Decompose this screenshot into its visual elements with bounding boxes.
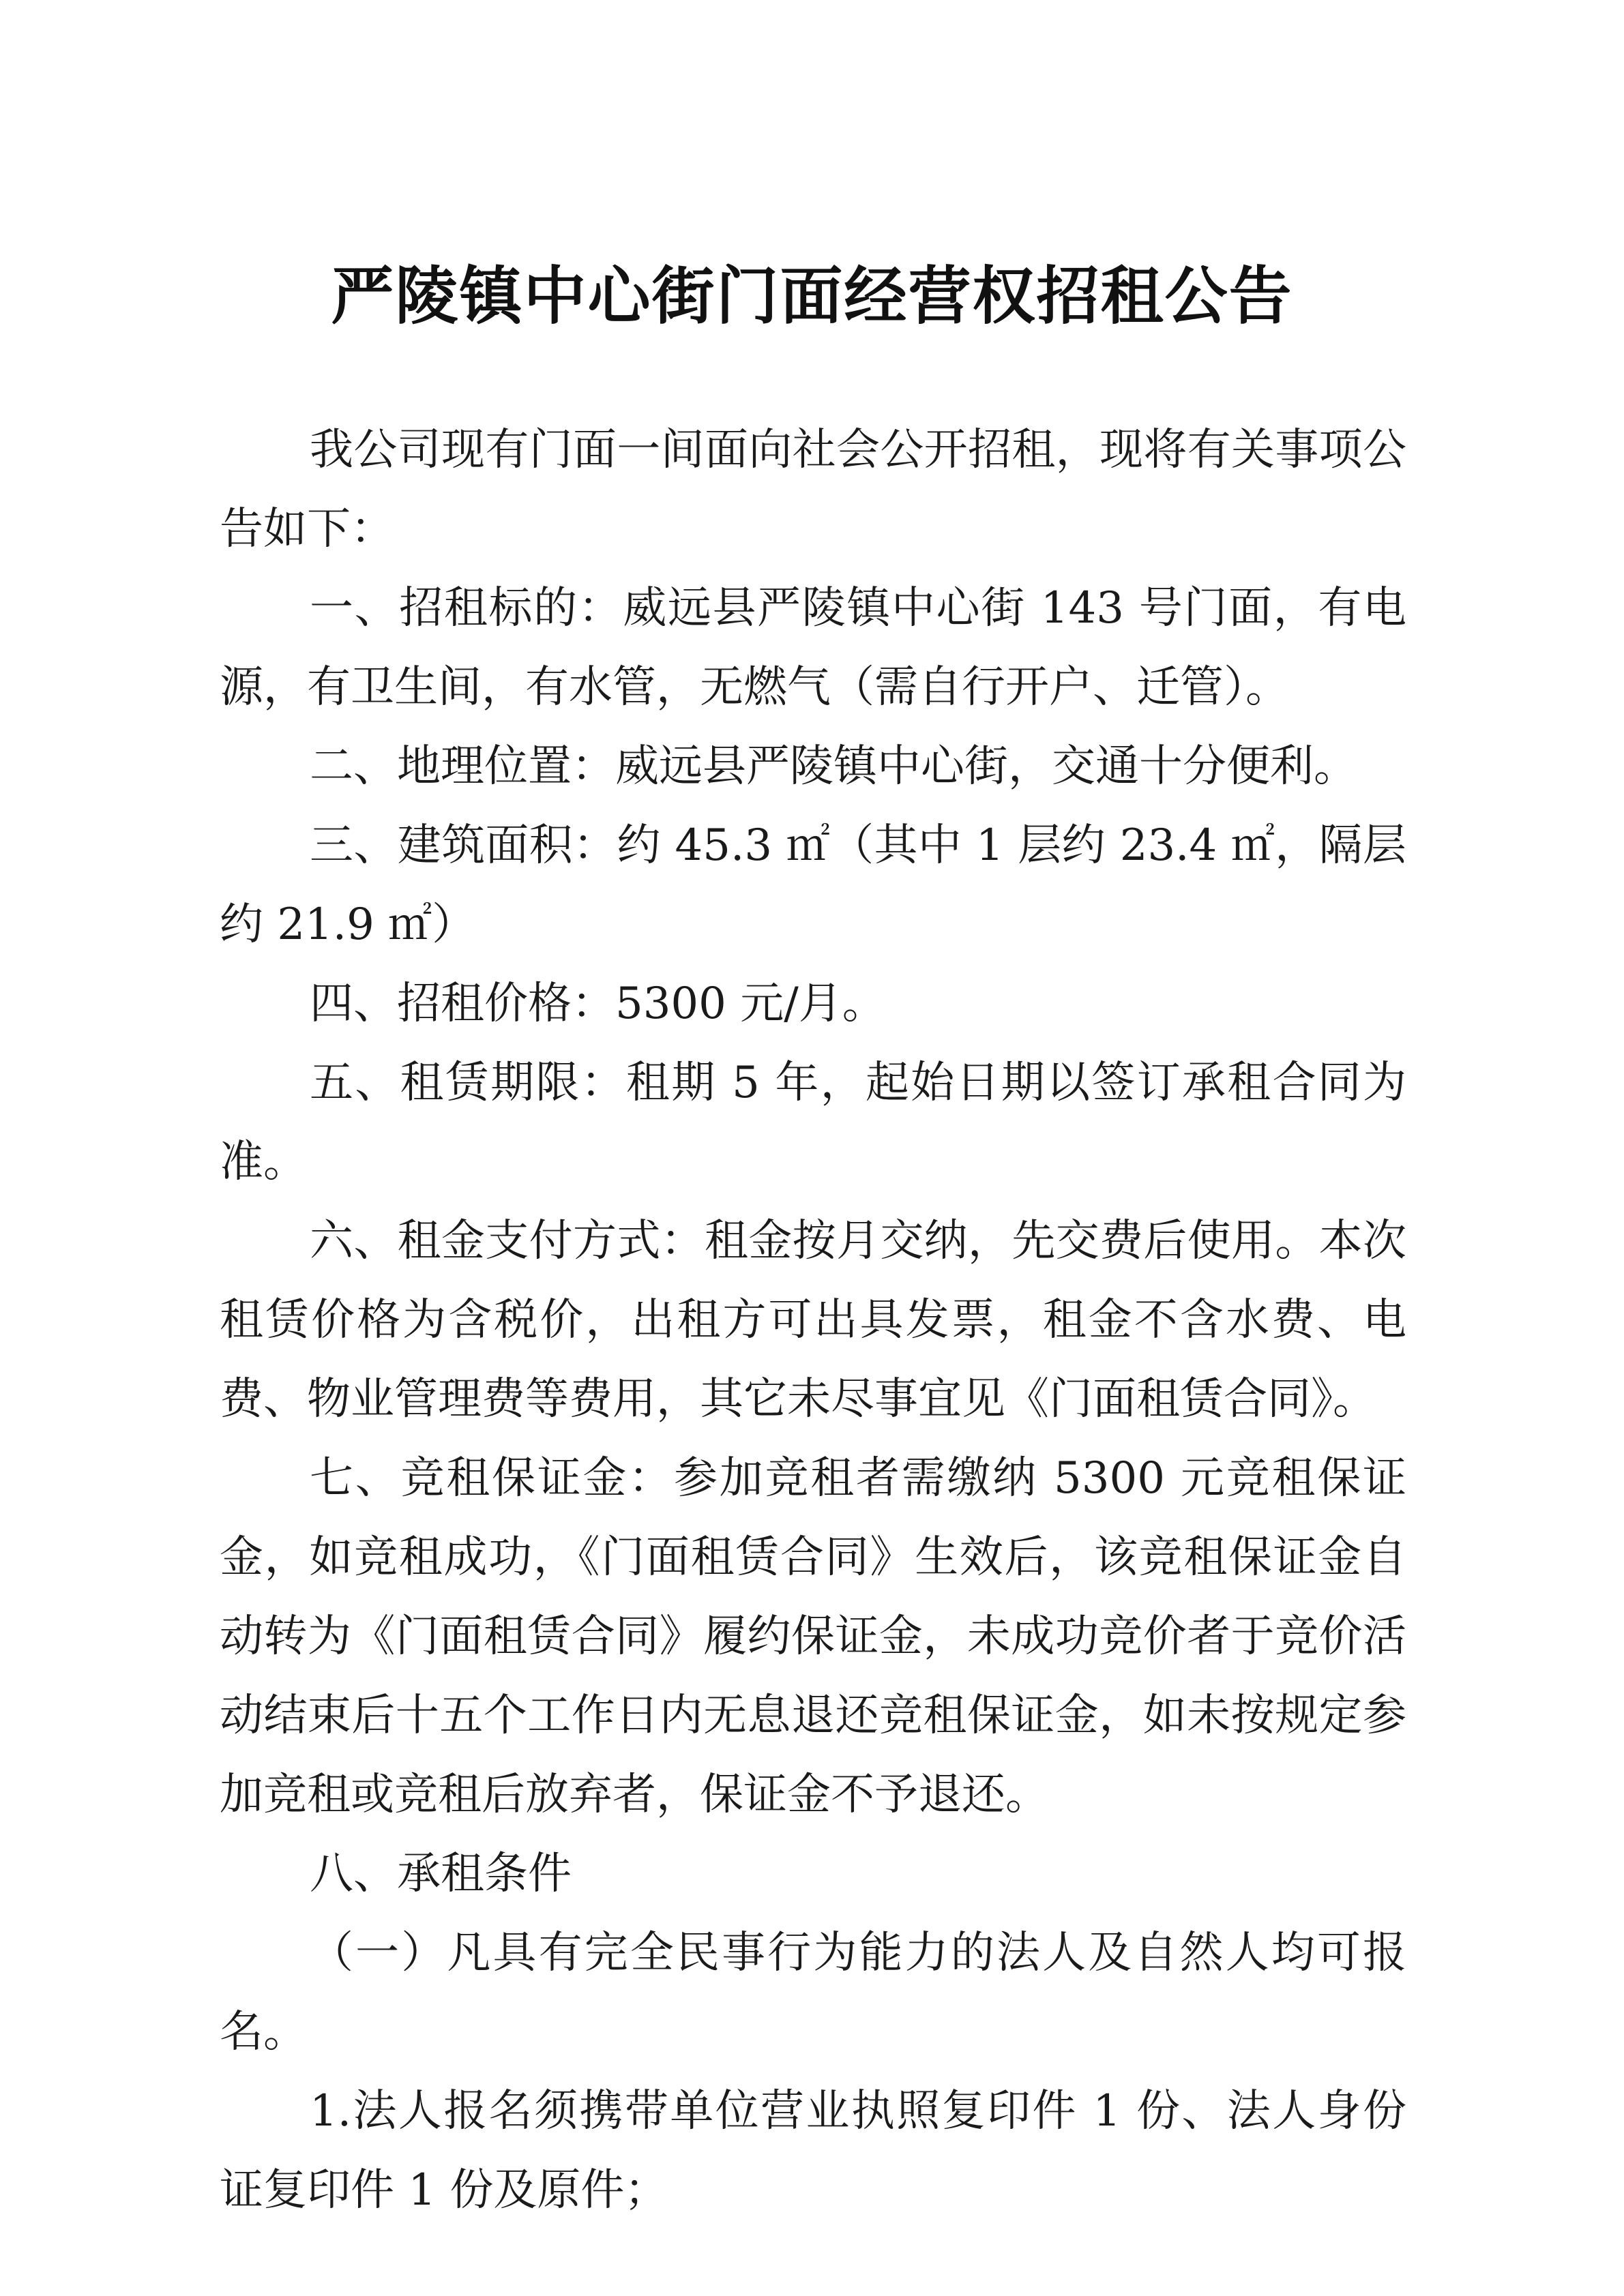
paragraph-payment-method: 六、租金支付方式：租金按月交纳，先交费后使用。本次租赁价格为含税价，出租方可出具发票，租金不含水费、电费、物业管理费等费用，其它未尽事宜见《门面租赁合同》。 — [220, 1216, 1406, 1425]
paragraph-building-area: 三、建筑面积：约 45.3 ㎡（其中 1 层约 23.4 ㎡，隔层约 21.9 ㎡） — [220, 820, 1406, 950]
paragraph-condition-1-item-1: 1.法人报名须携带单位营业执照复印件 1 份、法人身份证复印件 1 份及原件； — [220, 2086, 1406, 2216]
document-body — [220, 411, 1406, 2230]
paragraph-lease-term: 五、租赁期限：租期 5 年，起始日期以签订承租合同为准。 — [220, 1058, 1406, 1187]
paragraph-rental-price: 四、招租价格：5300 元/月。 — [310, 979, 886, 1029]
paragraph-rental-object: 一、招租标的：威远县严陵镇中心街 143 号门面，有电源，有卫生间，有水管，无燃气（需自行开户、迁管）。 — [220, 583, 1406, 713]
paragraph-conditions-heading: 八、承租条件 — [310, 1849, 572, 1899]
paragraph-intro: 我公司现有门面一间面向社会公开招租，现将有关事项公告如下： — [220, 425, 1406, 554]
document-title: 严陵镇中心街门面经营权招租公告 — [331, 258, 1293, 333]
paragraph-location: 二、地理位置：威远县严陵镇中心街，交通十分便利。 — [310, 741, 1357, 792]
paragraph-deposit: 七、竞租保证金：参加竞租者需缴纳 5300 元竞租保证金，如竞租成功，《门面租赁合同》生效后，该竞租保证金自动转为《门面租赁合同》履约保证金，未成功竞价者于竞价活动结束后十五个工作日内无息退还竞租保证金，如未按规定参加竞租或竞租后放弃者，保证金不予退还。 — [220, 1453, 1406, 1820]
paragraph-condition-1: （一）凡具有完全民事行为能力的法人及自然人均可报名。 — [220, 1928, 1406, 2057]
